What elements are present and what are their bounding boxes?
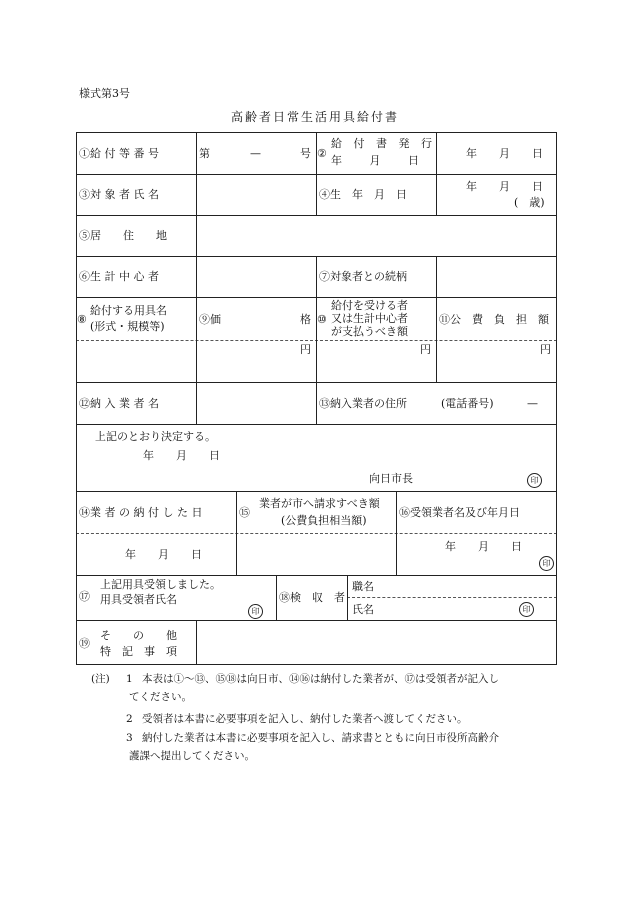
receipt-text-line1: 上記用具受領しました。 xyxy=(100,578,221,591)
notes-prefix: (注) xyxy=(91,673,110,685)
label-birth-date: ④生 年 月 日 xyxy=(319,188,407,201)
label-remarks-line2: 特 記 事 項 xyxy=(100,645,177,658)
label-price-end: 格 xyxy=(300,313,311,326)
note-1-line1: 本表は①～⑬、⑮⑱は向日市、⑭⑯は納付した業者が、⑰は受領者が記入し xyxy=(142,673,499,685)
inspector-seal-icon: 印 xyxy=(519,602,534,617)
mayor-seal-icon: 印 xyxy=(527,473,542,488)
label-remarks-num: ⑲ xyxy=(79,637,90,650)
label-item-num: ⑧ xyxy=(77,313,87,326)
decision-date: 年 月 日 xyxy=(143,449,220,462)
label-delivery-date: ⑭業 者 の 納 付 し た 日 xyxy=(79,506,203,519)
mayor-label: 向日市長 xyxy=(369,472,413,485)
note-2-number: 2 xyxy=(126,713,133,725)
label-benefit-number: ①給 付 等 番 号 xyxy=(79,147,159,160)
label-vendor-name: ⑫納 入 業 者 名 xyxy=(79,397,159,410)
label-remarks-line1: そ の 他 xyxy=(100,629,177,642)
label-payment-num: ⑩ xyxy=(317,313,327,326)
phone-dash: — xyxy=(527,397,538,410)
label-issue-date-line2: 年 月 日 xyxy=(331,154,419,167)
note-3-line2: 護課へ提出してください。 xyxy=(129,750,255,762)
label-claim-line1: 業者が市へ請求すべき額 xyxy=(259,497,380,510)
label-address: ⑤居 住 地 xyxy=(79,229,167,242)
label-vendor-address: ⑬納入業者の住所 xyxy=(319,397,407,410)
label-payment-line2: 又は生計中心者 xyxy=(331,312,408,325)
birth-date-value: 年 月 日 xyxy=(466,180,543,193)
label-subject-name: ③対 象 者 氏 名 xyxy=(79,188,159,201)
inspector-name-label: 氏名 xyxy=(352,603,374,616)
note-2-line1: 受領者は本書に必要事項を記入し、納付した業者へ渡してください。 xyxy=(142,713,468,725)
public-burden-yen: 円 xyxy=(540,343,551,356)
form-title: 高齢者日常生活用具給付書 xyxy=(230,110,399,124)
inspector-title-label: 職名 xyxy=(352,580,374,593)
label-payment-line1: 給付を受ける者 xyxy=(331,299,408,312)
note-1-number: 1 xyxy=(126,673,133,685)
label-inspector: ⑱検 収 者 xyxy=(279,591,345,604)
note-1-line2: てください。 xyxy=(129,691,192,703)
issue-date-value: 年 月 日 xyxy=(466,147,543,160)
label-price: ⑨価 xyxy=(199,313,221,326)
receiver-seal-icon: 印 xyxy=(248,604,263,619)
label-household-head: ⑥生 計 中 心 者 xyxy=(79,270,159,283)
number-dash: — xyxy=(250,147,261,160)
label-issue-date-line1: 給 付 書 発 行 xyxy=(331,137,436,150)
vendor-seal-icon: 印 xyxy=(539,556,554,571)
note-3-line1: 納付した業者は本書に必要事項を記入し、請求書とともに向日市役所高齢介 xyxy=(142,732,499,744)
label-issue-date-num: ② xyxy=(317,147,327,160)
number-prefix: 第 xyxy=(199,147,210,160)
receiving-date-value: 年 月 日 xyxy=(445,540,522,553)
note-3-number: 3 xyxy=(126,732,133,744)
age-value: ( 歳) xyxy=(514,196,545,209)
form-number: 様式第3号 xyxy=(79,87,130,100)
label-claim-line2: (公費負担相当額) xyxy=(281,514,367,527)
label-public-burden: ⑪公 費 負 担 額 xyxy=(439,313,549,326)
receipt-text-line2: 用具受領者氏名 xyxy=(100,593,177,606)
label-receipt-num: ⑰ xyxy=(79,590,90,603)
label-item-line1: 給付する用具名 xyxy=(90,304,167,317)
label-payment-line3: が支払うべき額 xyxy=(331,325,408,338)
label-receiving-vendor: ⑯受領業者名及び年月日 xyxy=(399,506,520,519)
decision-text: 上記のとおり決定する。 xyxy=(95,430,216,443)
number-suffix: 号 xyxy=(300,147,311,160)
delivery-date-value: 年 月 日 xyxy=(125,548,202,561)
label-relationship: ⑦対象者との続柄 xyxy=(319,270,407,283)
payment-yen: 円 xyxy=(420,343,431,356)
label-claim-num: ⑮ xyxy=(239,506,250,519)
label-phone: (電話番号) xyxy=(441,397,494,410)
price-yen: 円 xyxy=(300,343,311,356)
label-item-line2: (形式・規模等) xyxy=(90,320,165,333)
